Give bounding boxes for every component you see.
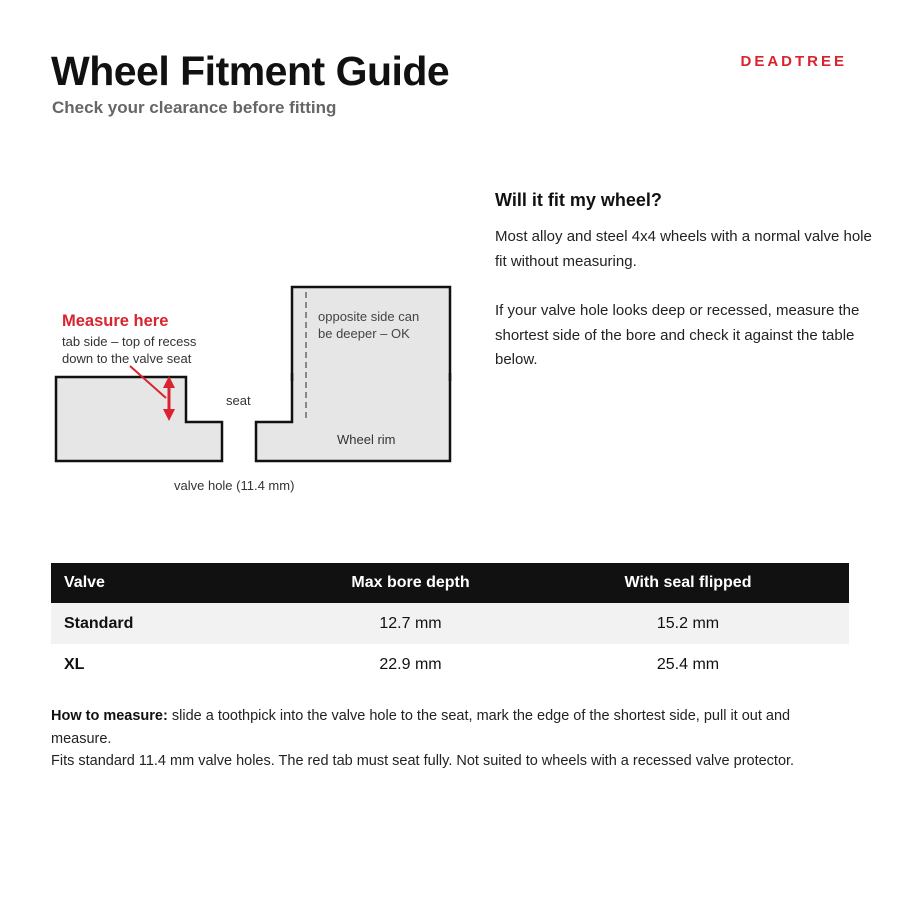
table-cell-with-seal-flipped: 15.2 mm [527, 603, 849, 644]
table-header-row [51, 563, 849, 603]
fits-note: Fits standard 11.4 mm valve holes. The red tab must seat fully. Not suited to wheels with a recessed valve protector. [51, 753, 795, 769]
table-cell-with-seal-flipped: 25.4 mm [656, 655, 720, 673]
table-cell-valve: XL [64, 655, 85, 673]
column-header-with-seal-flipped: With seal flipped [527, 563, 849, 603]
measure-desc-line1: tab side – top of recess [62, 334, 197, 349]
wheel-rim-label: Wheel rim [337, 432, 396, 447]
table-cell-max-bore-depth: 22.9 mm [379, 655, 442, 673]
how-to-measure-label: How to measure: [51, 708, 168, 724]
measure-desc-line2: down to the valve seat [62, 351, 192, 366]
valve-hole-label: valve hole (11.4 mm) [174, 478, 295, 493]
table-row [51, 644, 849, 685]
fit-info-panel [495, 190, 875, 398]
brand-logo: DEADTREE [740, 53, 847, 70]
table-row [51, 603, 849, 644]
bore-depth-table [51, 563, 849, 685]
measure-heading: Measure here [62, 312, 169, 330]
opposite-side-line2: be deeper – OK [318, 326, 410, 341]
fit-info-paragraph-1: Most alloy and steel 4x4 wheels with a normal valve hole fit without measuring. [495, 228, 872, 270]
how-to-measure-text: slide a toothpick into the valve hole to the seat, mark the edge of the shortest side, pull it out and measure. [51, 708, 791, 747]
opposite-side-line1: opposite side can [318, 309, 420, 324]
rim-section-tab-side [56, 377, 222, 461]
fit-info-heading: Will it fit my wheel? [495, 190, 662, 210]
fit-info-paragraph-2: If your valve hole looks deep or recessed, measure the shortest side of the bore and check it against the table below. [495, 302, 860, 368]
page-title: Wheel Fitment Guide [51, 48, 450, 94]
seat-label: seat [226, 393, 251, 408]
table-cell-valve: Standard [51, 603, 294, 644]
how-to-measure-note [51, 705, 851, 750]
column-header-max-bore-depth: Max bore depth [294, 563, 527, 603]
table-cell-max-bore-depth: 12.7 mm [294, 603, 527, 644]
column-header-valve: Valve [51, 563, 294, 603]
measurement-notes [51, 705, 851, 773]
page-subtitle: Check your clearance before fitting [52, 98, 337, 117]
